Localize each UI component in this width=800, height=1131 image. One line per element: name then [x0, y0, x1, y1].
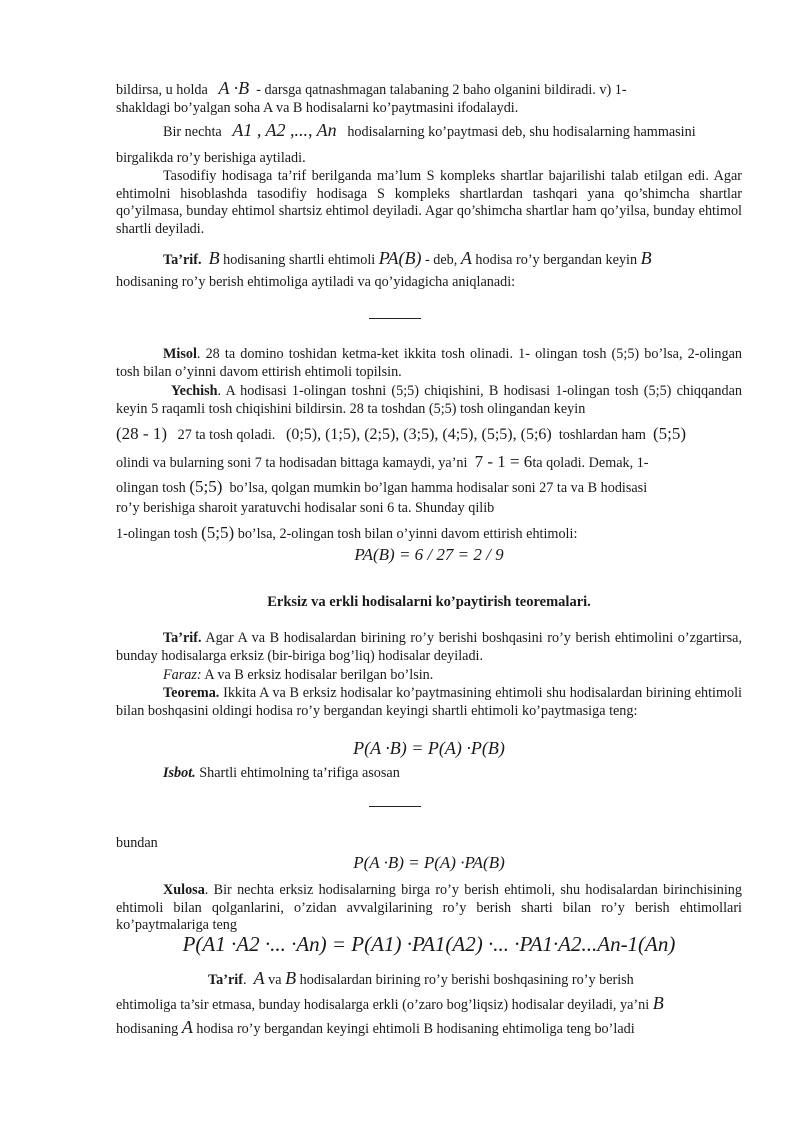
definition-independent-events: Ta’rif. A va B hodisalardan birining ro’y berishi boshqasining ro’y berish: [208, 968, 634, 988]
text-span: Bir nechta: [163, 124, 222, 140]
formula-a: A: [460, 248, 472, 268]
definition-dependent-events: [116, 630, 742, 665]
formula-text: P(A ·B) = P(A) ·P(B): [353, 738, 505, 758]
formula-product-chain: [116, 932, 742, 957]
formula-pa-b: PA(B): [378, 248, 422, 268]
assumption-label: Faraz:: [163, 667, 202, 683]
paragraph-product-definition-cont: [116, 150, 742, 168]
formula-tile-set: (0;5), (1;5), (2;5), (3;5), (4;5), (5;5), (5;6): [286, 426, 552, 443]
text-span: bo’lsa, 2-olingan tosh bilan o’yinni davom ettirish ehtimoli:: [237, 526, 578, 542]
formula-conditional-result: [116, 545, 742, 565]
text-span: . 28 ta domino toshidan ketma-ket ikkita tosh olinadi. 1- olingan tosh (5;5) bo’lsa, 2-olingan tosh bilan o’yinni davom ettirish ehtimoli topilsin.: [116, 346, 742, 380]
formula-b: B: [285, 968, 297, 988]
formula-7-minus-1: 7 - 1 = 6: [474, 452, 533, 471]
formula-text: PA(B) = 6 / 27 = 2 / 9: [354, 545, 504, 564]
formula-theorem: [116, 738, 742, 759]
definition-independent-events-line-3: [116, 1019, 742, 1039]
text-span: shakldagi bo’yalgan soha A va B hodisalarni ko’paytmasini ifodalaydi.: [116, 99, 519, 116]
formula-tile-55: (5;5): [189, 477, 223, 496]
conclusion-label: Xulosa: [163, 882, 205, 898]
solution-line-6: [116, 476, 742, 499]
formula-text: P(A1 ·A2 ·... ·An) = P(A1) ·PA1(A2) ·... ·PA1·A2...An-1(An): [182, 932, 676, 956]
text-span: hodisaning shartli ehtimoli: [223, 252, 376, 268]
text-span: . Bir nechta erksiz hodisalarning birga ro’y berish ehtimoli, shu hodisalardan birinchisining ehtimoli bilan qolganlarini, o’zidan avvalgilarining ro’y berish sharti bilan ro’y berish ehtimollari ko’paytmalariga teng: [116, 882, 742, 933]
text-span: bildirsa, u holda: [116, 82, 208, 98]
text-span: hodisalarning ko’paytmasi deb, shu hodisalarning hammasini: [347, 124, 696, 140]
example-label: Misol: [163, 346, 197, 362]
definition-label: Ta’rif.: [163, 252, 202, 268]
formula-b: B: [652, 993, 664, 1013]
definition-label: Ta’rif: [208, 972, 243, 988]
formula-28-minus-1: (28 - 1): [116, 424, 167, 443]
text-span: toshlardan ham: [558, 427, 646, 443]
text-span: hodisaning: [116, 1021, 179, 1037]
solution-line-5: [116, 452, 742, 473]
text-span: olindi va bularning soni 7 ta hodisadan bittaga kamaydi, ya’ni: [116, 455, 468, 471]
text-span: hodisa ro’y bergandan keyin: [475, 252, 638, 268]
text-span: bundan: [116, 835, 158, 851]
text-span: olingan tosh: [116, 480, 186, 496]
formula-text: P(A ·B) = P(A) ·PA(B): [353, 853, 505, 872]
paragraph-product-definition: [116, 122, 742, 142]
solution-line-7: [116, 500, 742, 518]
heading-text: Erksiz va erkli hodisalarni ko’paytirish teoremalari.: [267, 594, 591, 610]
solution-line-8: [116, 522, 742, 545]
formula-b: B: [640, 248, 652, 268]
theorem-label: Teorema.: [163, 685, 220, 701]
definition-conditional-probability: [116, 250, 742, 270]
definition-conditional-probability-cont: [116, 274, 742, 292]
text-span: hodisa ro’y bergandan keyingi ehtimoli B hodisaning ehtimoliga teng bo’ladi: [196, 1021, 635, 1037]
proof-paragraph: [116, 765, 742, 783]
formula-a: A: [181, 1017, 193, 1037]
proof-label: Isbot.: [163, 765, 196, 781]
text-span: A va B erksiz hodisalar berilgan bo’lsin.: [201, 667, 434, 683]
text-span: - deb,: [425, 252, 458, 268]
paragraph-conditional-intro: [116, 168, 742, 238]
text-span: Ikkita A va B erksiz hodisalar ko’paytmasining ehtimoli shu hodisalardan birining ehtimoli bilan boshqasini oldingi hodisa ro’y bergandan keyingi shartli ehtimoli ko’paytmasiga teng:: [116, 685, 742, 719]
text-span: Shartli ehtimolning ta’rifiga asosan: [195, 765, 400, 781]
assumption-paragraph: [116, 667, 742, 685]
text-span: . A hodisasi 1-olingan toshni (5;5) chiqishini, B hodisasi 1-olingan tosh (5;5) chiqqandan keyin 5 raqamli tosh chiqishini bildirsin. 28 ta toshdan (5;5) tosh olingandan keyin: [116, 383, 742, 417]
text-span: Tasodifiy hodisaga ta’rif berilganda ma’lum S kompleks shartlar bajarilishi talab etilgan edi. Agar ehtimolni hisoblashda tasodifiy hodisaga S kompleks shartlardan tashqari yana qo’shimcha shartlar qo’yilmasa, bunday ehtimol shartsiz ehtimol deyiladi. Agar qo’shimcha shartlar ham qo’yilsa, bunday ehtimol shartli deyiladi.: [116, 168, 742, 237]
text-span: - darsga qatnashmagan talabaning 2 baho olganini bildiradi. v) 1-: [256, 82, 627, 98]
fraction-placeholder-line: [369, 318, 421, 319]
example-paragraph: [116, 346, 742, 381]
solution-line-4: [116, 423, 742, 446]
definition-independent-events-line-2: [116, 995, 742, 1015]
formula-a: A: [253, 968, 265, 988]
section-heading: [116, 594, 742, 611]
text-span: ehtimoliga ta’sir etmasa, bunday hodisalarga erkli (o’zaro bog’liqsiz) hodisalar deyiladi, ya’ni: [116, 997, 650, 1013]
text-span: ro’y berishiga sharoit yaratuvchi hodisalar soni 6 ta. Shunday qilib: [116, 500, 495, 516]
text-span: 1-olingan tosh: [116, 526, 198, 542]
text-span: birgalikda ro’y berishiga aytiladi.: [116, 150, 306, 166]
solution-label: Yechish: [171, 383, 218, 399]
text-span: va: [268, 972, 282, 988]
text-span: 27 ta tosh qoladi.: [177, 427, 276, 443]
formula-tile-55: (5;5): [201, 523, 235, 542]
solution-paragraph: [116, 383, 742, 418]
fraction-placeholder-line: [369, 806, 421, 807]
text-span: ta qoladi. Demak, 1-: [532, 455, 649, 471]
formula-b: B: [208, 248, 220, 268]
definition-label: Ta’rif.: [163, 630, 202, 646]
text-span: bo’lsa, qolgan mumkin bo’lgan hamma hodisalar soni 27 ta va B hodisasi: [229, 480, 648, 496]
conclusion-paragraph: [116, 882, 742, 935]
theorem-paragraph: [116, 685, 742, 720]
formula-a1-an: A1 , A2 ,..., An: [232, 120, 337, 140]
text-span: hodisaning ro’y berish ehtimoliga aytiladi va qo’yidagicha aniqlanadi:: [116, 274, 516, 290]
text-span: Agar A va B hodisalardan birining ro’y berishi boshqasini ro’y berish ehtimolini o’zgartirsa, bunday hodisalarga erksiz (bir-biriga bog’liq) hodisalar deyiladi.: [116, 630, 742, 664]
formula-tile-55: (5;5): [652, 424, 687, 443]
formula-bundan: [116, 853, 742, 873]
text-span: hodisalardan birining ro’y berishi boshqasining ro’y berish: [299, 972, 634, 988]
formula-ab: A ·B: [218, 78, 250, 98]
bundan-paragraph: [116, 835, 742, 853]
paragraph-intro: [116, 80, 742, 117]
